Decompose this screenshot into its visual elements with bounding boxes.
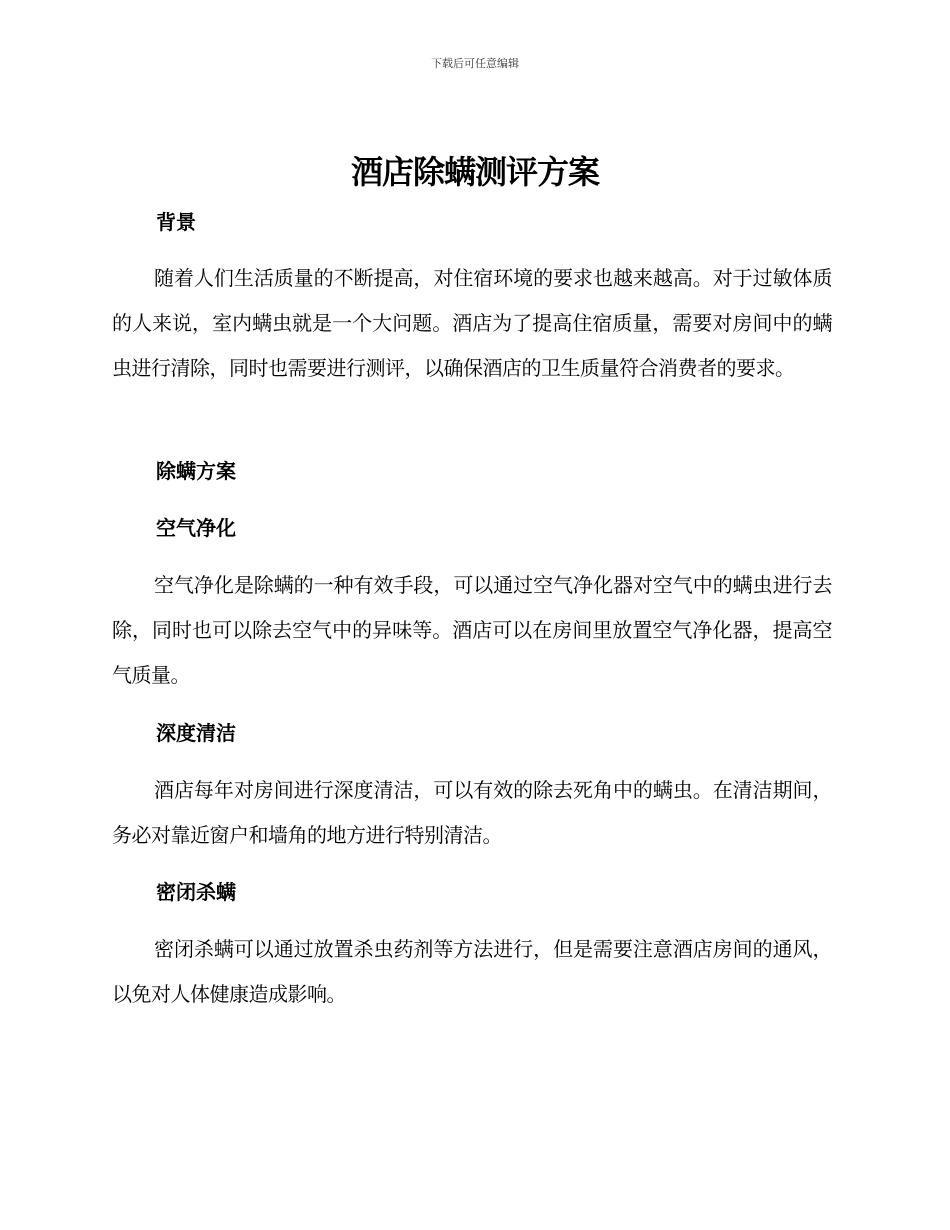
heading-plan: 除螨方案: [156, 459, 236, 483]
heading-background: 背景: [156, 210, 196, 234]
paragraph-sealed-mite-kill: 密闭杀螨可以通过放置杀虫药剂等方法进行，但是需要注意酒店房间的通风，以免对人体健康造成影响。: [112, 937, 832, 1006]
heading-sealed-mite-kill: 密闭杀螨: [156, 880, 236, 904]
heading-deep-clean: 深度清洁: [156, 721, 236, 745]
header-note: 下载后可任意编辑: [431, 57, 519, 70]
document-title: 酒店除螨测评方案: [350, 153, 599, 191]
paragraph-background: 随着人们生活质量的不断提高，对住宿环境的要求也越来越高。对于过敏体质的人来说，室内螨虫就是一个大问题。酒店为了提高住宿质量，需要对房间中的螨虫进行清除，同时也需要进行测评，以确保酒店的卫生质量符合消费者的要求。: [112, 266, 832, 380]
paragraph-deep-clean: 酒店每年对房间进行深度清洁，可以有效的除去死角中的螨虫。在清洁期间，务必对靠近窗户和墙角的地方进行特别清洁。: [112, 778, 832, 847]
paragraph-air-purification: 空气净化是除螨的一种有效手段，可以通过空气净化器对空气中的螨虫进行去除，同时也可以除去空气中的异味等。酒店可以在房间里放置空气净化器，提高空气质量。: [112, 573, 832, 687]
heading-air-purification: 空气净化: [156, 516, 236, 540]
